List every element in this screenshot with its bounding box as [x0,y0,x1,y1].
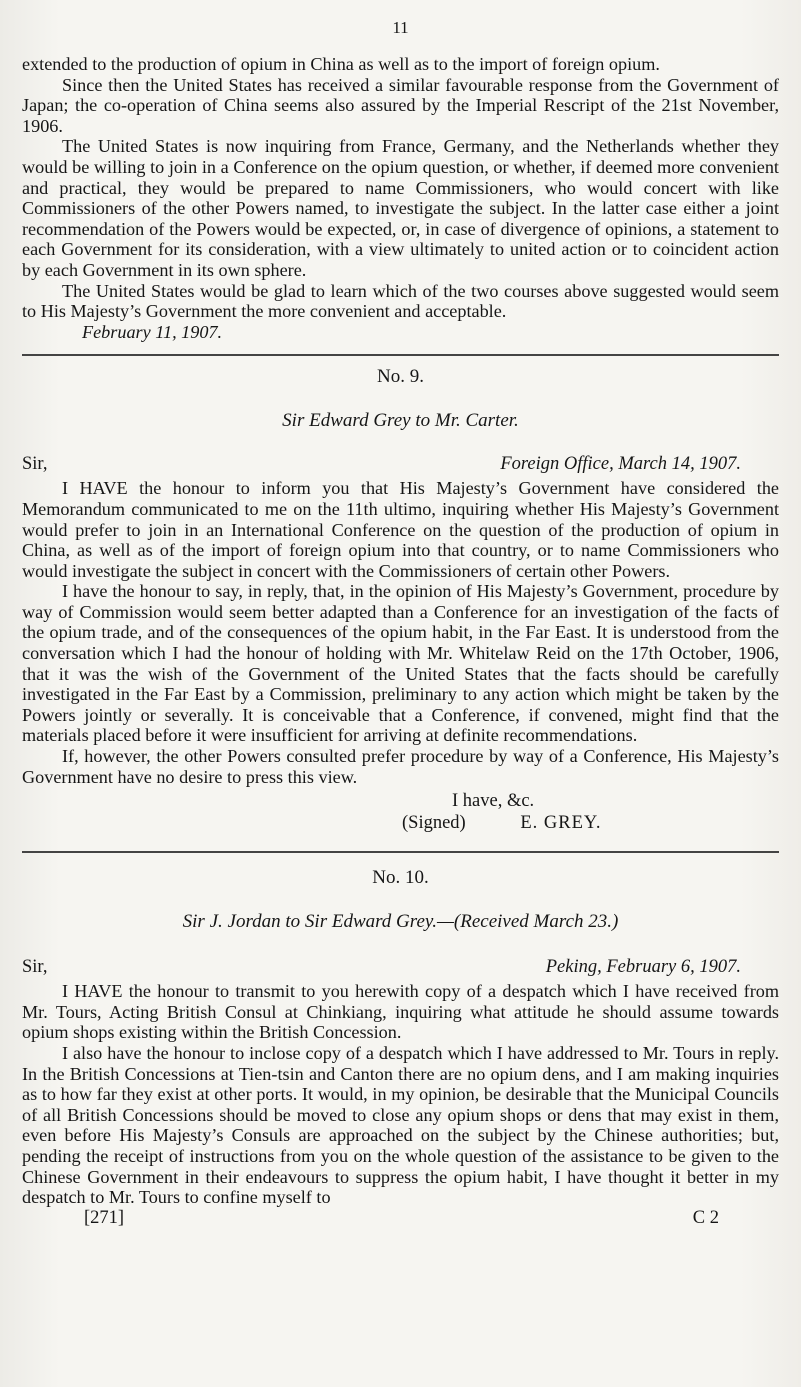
date-line: February 11, 1907. [82,321,223,342]
paragraph: If, however, the other Powers consulted prefer procedure by way of a Conference, His Majesty’s Government have no desire to press this view. [22,746,779,787]
page-number: 11 [392,18,409,37]
signed-label: (Signed) [402,813,466,834]
document-title: Sir J. Jordan to Sir Edward Grey.—(Received March 23.) [182,911,619,933]
paragraph: Since then the United States has received a similar favourable response from the Government of Japan; the co-operation of China seems also assured by the Imperial Rescript of the 21st November, 1906. [22,74,779,136]
document-title: Sir Edward Grey to Mr. Carter. [282,410,519,432]
paragraph: extended to the production of opium in China as well as to the import of foreign opium. [22,54,660,74]
paragraph: I HAVE the honour to inform you that His Majesty’s Government have considered the Memorandum communicated to me on the 11th ultimo, inquiring whether His Majesty’s Government would prefer to join in an International Conference on the question of the production of opium in China, as well as of the import of foreign opium into that country, or to name Commissioners who would investigate the subject in concert with the Commissioners of certain other Powers. [22,478,779,581]
salutation-line [22,454,779,478]
document-number: No. 10. [372,867,429,889]
paragraph: The United States is now inquiring from France, Germany, and the Netherlands whether they would be willing to join in a Conference on the opium question, or whether, if deemed more convenient and practical, they would be prepared to name Commissioners, who would concert with like Commissioners of the other Powers named, to investigate the subject. In the latter case either a joint recommendation of the Powers would be expected, or, in case of divergence of opinions, a statement to each Government for its consideration, with a view ultimately to united action or to coincident action by each Government in its own sphere. [22,136,779,280]
salutation: Sir, [22,454,48,475]
section-divider [22,354,779,356]
paragraph: I also have the honour to inclose copy of a despatch which I have addressed to Mr. Tours in reply. In the British Concessions at Tien-tsin and Canton there are no opium dens, and I am making inquiries as to how far they exist at other ports. It would, in my opinion, be desirable that the Municipal Councils of all British Concessions should be moved to close any opium shops or dens that may exist in them, even before His Majesty’s Consuls are approached on the subject by the Chinese authorities; but, pending the receipt of instructions from you on the whole question of the assistance to be given to the Chinese Government in their endeavours to suppress the opium habit, I have thought it better in my despatch to Mr. Tours to confine myself to [22,1043,779,1208]
paragraph: I HAVE the honour to transmit to you herewith copy of a despatch which I have received from Mr. Tours, Acting British Consul at Chinkiang, inquiring what attitude he should assume towards opium shops existing within the British Concession. [22,981,779,1043]
place-date: Peking, February 6, 1907. [545,957,741,978]
signatory: E. GREY. [520,813,602,834]
salutation-line [22,957,779,981]
signature-mark: C 2 [692,1207,719,1228]
place-date: Foreign Office, March 14, 1907. [500,454,741,475]
paragraph: The United States would be glad to learn which of the two courses above suggested would seem to His Majesty’s Government the more convenient and acceptable. [22,280,779,322]
closing: I have, &c. [452,791,535,812]
signature-line [22,813,779,835]
document-number: No. 9. [377,366,424,388]
page-footer [22,1208,779,1229]
salutation: Sir, [22,957,48,978]
footer-reference: [271] [84,1207,125,1228]
paragraph: I have the honour to say, in reply, that, in the opinion of His Majesty’s Government, procedure by way of Commission would seem better adapted than a Conference for an investigation of the facts of the opium trade, and of the consequences of the opium habit, in the Far East. It is understood from the conversation which I had the honour of holding with Mr. Whitelaw Reid on the 17th October, 1906, that it was the wish of the Government of the United States that the facts should be carefully investigated in the Far East by a Commission, preliminary to any action which might be taken by the Powers jointly or severally. It is conceivable that a Conference, if convened, might find that the materials placed before it were insufficient for arriving at definite recommendations. [22,581,779,746]
section-divider [22,851,779,853]
